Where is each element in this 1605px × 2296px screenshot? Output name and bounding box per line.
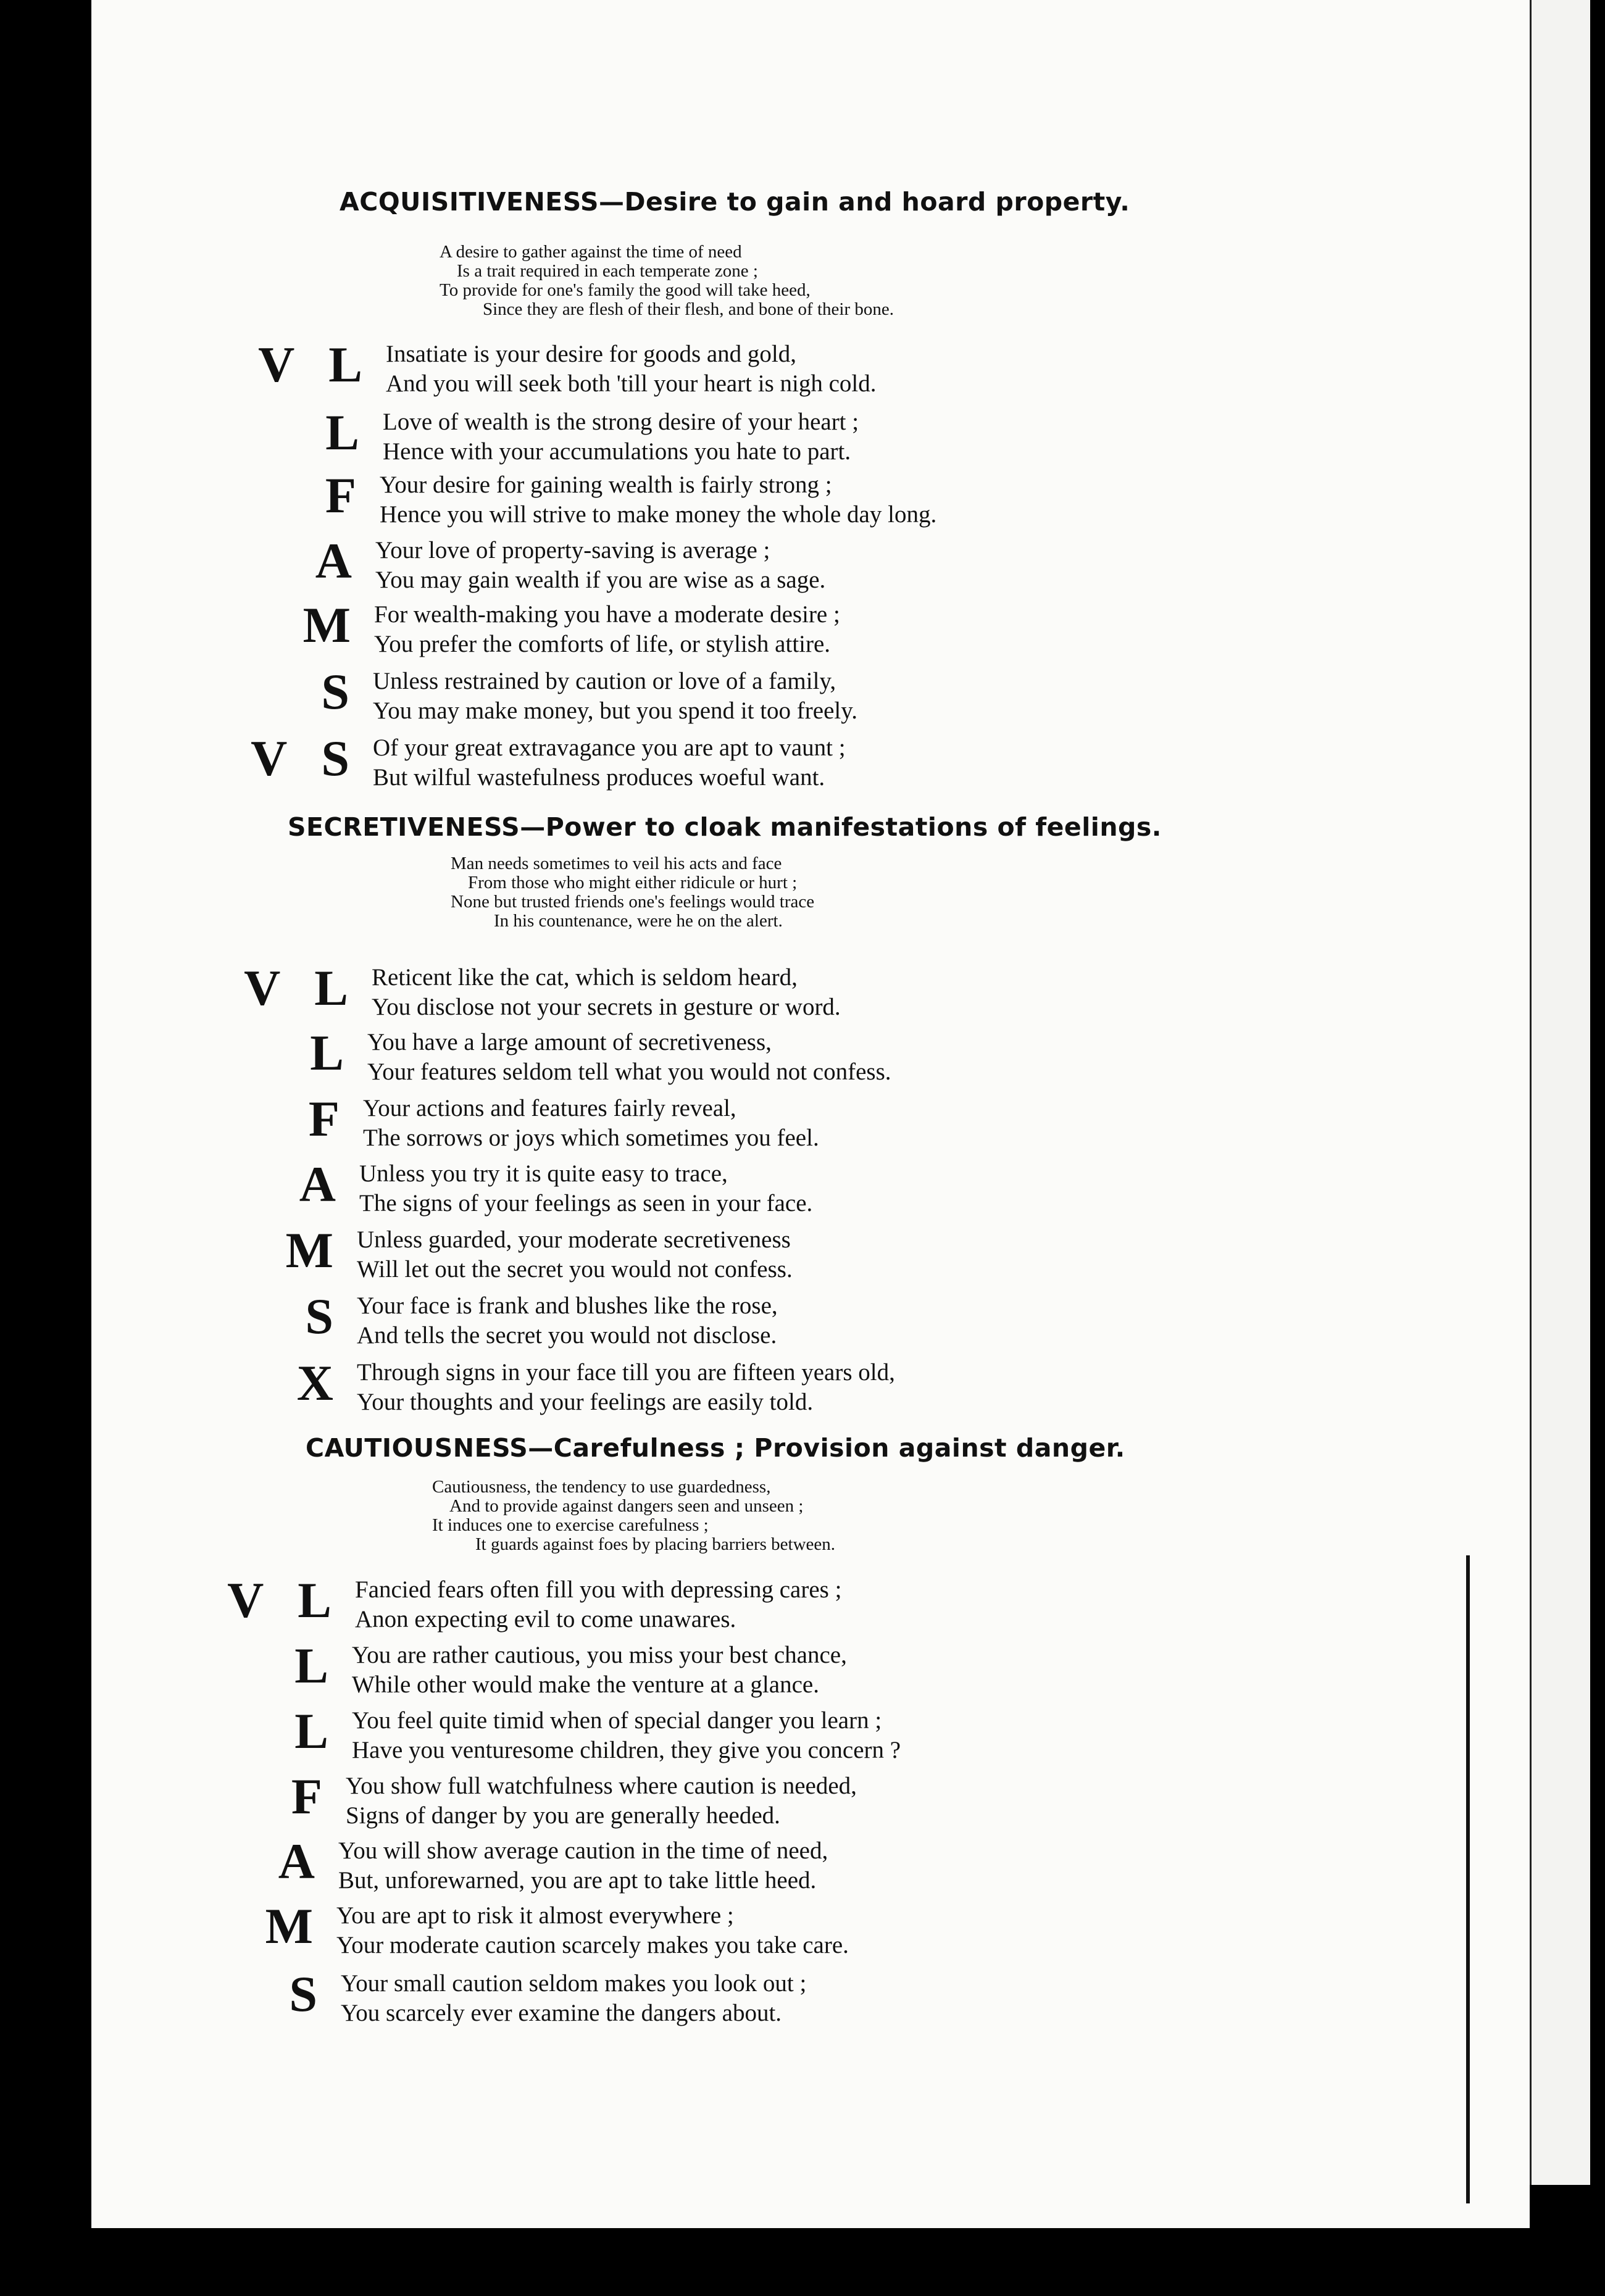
- rating-entry: [289, 1966, 807, 2033]
- entry-line: Unless restrained by caution or love of a family,: [373, 668, 836, 694]
- rating-entry: [296, 1355, 895, 1422]
- entry-line: You may make money, but you spend it too freely.: [373, 697, 857, 724]
- rating-entry: [294, 1703, 901, 1770]
- rating-entry: [321, 663, 857, 731]
- entry-line: Your desire for gaining wealth is fairly strong ;: [380, 472, 832, 498]
- rating-marker: V S: [251, 730, 361, 786]
- section-subtitle: —Desire to gain and hoard property.: [599, 187, 1130, 217]
- entry-line: The sorrows or joys which sometimes you feel.: [363, 1125, 819, 1151]
- entry-line: You have a large amount of secretiveness,: [367, 1029, 772, 1055]
- section-heading: CAUTIOUSNESS: [306, 1433, 528, 1463]
- rating-marker: X: [296, 1355, 344, 1411]
- verse-line: It induces one to exercise carefulness ;: [432, 1515, 709, 1535]
- verse-line: In his countenance, were he on the alert.: [494, 911, 783, 931]
- intro-verse: [451, 854, 814, 931]
- entry-line: You will show average caution in the time of need,: [338, 1837, 828, 1864]
- rating-marker: A: [278, 1833, 326, 1889]
- verse-line: From those who might either ridicule or hurt ;: [468, 873, 798, 892]
- rating-entry: [294, 1637, 847, 1705]
- rating-marker: V L: [244, 960, 359, 1016]
- entry-line: For wealth-making you have a moderate desire ;: [374, 601, 840, 628]
- entry-line: Insatiate is your desire for goods and gold,: [386, 341, 797, 367]
- verse-line: To provide for one's family the good will take heed,: [440, 280, 811, 300]
- rating-entry: [244, 960, 841, 1027]
- rating-marker: A: [299, 1156, 347, 1212]
- entry-line: Your small caution seldom makes you look out ;: [341, 1970, 807, 1997]
- rating-marker: L: [310, 1025, 355, 1081]
- rating-marker: F: [291, 1768, 333, 1824]
- rating-marker: M: [285, 1222, 344, 1278]
- rating-marker: V L: [258, 336, 373, 393]
- rating-marker: S: [289, 1966, 328, 2022]
- rating-entry: [315, 533, 826, 600]
- rating-marker: V L: [227, 1572, 343, 1628]
- entry-line: Unless guarded, your moderate secretiveness: [357, 1226, 791, 1253]
- rating-marker: F: [325, 467, 367, 523]
- entry-line: Unless you try it is quite easy to trace,: [359, 1160, 728, 1187]
- entry-line: Your thoughts and your feelings are easily told.: [357, 1389, 814, 1415]
- entry-line: Through signs in your face till you are fifteen years old,: [357, 1359, 895, 1386]
- rating-entry: [291, 1768, 857, 1836]
- intro-verse: [432, 1478, 835, 1554]
- entry-line: Your features seldom tell what you would not confess.: [367, 1059, 891, 1085]
- entry-line: You are rather cautious, you miss your best chance,: [352, 1642, 847, 1668]
- verse-line: Cautiousness, the tendency to use guardedness,: [432, 1477, 771, 1497]
- rating-entry: [299, 1156, 813, 1223]
- rating-marker: F: [308, 1091, 351, 1147]
- rating-marker: A: [315, 533, 363, 589]
- verse-line: Since they are flesh of their flesh, and bone of their bone.: [483, 299, 894, 319]
- rating-entry: [302, 597, 840, 664]
- rating-entry: [227, 1572, 842, 1639]
- rating-entry: [325, 467, 937, 534]
- entry-line: Your actions and features fairly reveal,: [363, 1095, 736, 1121]
- entry-line: Hence with your accumulations you hate to part.: [383, 438, 851, 465]
- rating-marker: L: [294, 1703, 340, 1759]
- rating-entry: [310, 1025, 891, 1092]
- entry-line: You show full watchfulness where caution is needed,: [346, 1773, 857, 1799]
- section-title: [340, 187, 1130, 217]
- entry-line: Your love of property-saving is average ;: [375, 537, 770, 564]
- verse-line: Man needs sometimes to veil his acts and face: [451, 854, 782, 873]
- entry-line: Your moderate caution scarcely makes you take care.: [336, 1932, 849, 1958]
- rating-entry: [285, 1222, 793, 1289]
- entry-line: Have you venturesome children, they give you concern ?: [352, 1737, 901, 1763]
- next-page-edge: [1530, 0, 1590, 2185]
- entry-line: Your face is frank and blushes like the rose,: [357, 1292, 778, 1319]
- rating-entry: [265, 1898, 849, 1965]
- page-fold-shadow: [1466, 1555, 1470, 2203]
- entry-line: But, unforewarned, you are apt to take little heed.: [338, 1867, 817, 1894]
- entry-line: Signs of danger by you are generally heeded.: [346, 1802, 780, 1829]
- entry-line: Hence you will strive to make money the whole day long.: [380, 501, 937, 528]
- entry-line: You are apt to risk it almost everywhere ;: [336, 1902, 734, 1929]
- rating-entry: [308, 1091, 819, 1158]
- entry-line: Of your great extravagance you are apt to vaunt ;: [373, 734, 846, 761]
- entry-line: But wilful wastefulness produces woeful want.: [373, 764, 825, 791]
- verse-line: And to provide against dangers seen and unseen ;: [449, 1496, 804, 1516]
- entry-line: Reticent like the cat, which is seldom heard,: [372, 964, 798, 991]
- rating-marker: S: [321, 663, 361, 720]
- entry-line: You scarcely ever examine the dangers about.: [341, 2000, 782, 2026]
- entry-line: The signs of your feelings as seen in your face.: [359, 1190, 813, 1217]
- intro-verse: [440, 243, 894, 319]
- rating-entry: [258, 336, 877, 404]
- section-heading: SECRETIVENESS: [288, 812, 520, 842]
- verse-line: It guards against foes by placing barriers between.: [475, 1534, 836, 1554]
- rating-marker: L: [325, 404, 370, 460]
- rating-marker: M: [265, 1898, 324, 1954]
- rating-entry: [251, 730, 846, 797]
- rating-entry: [278, 1833, 828, 1900]
- section-title: [288, 812, 1162, 842]
- entry-line: While other would make the venture at a glance.: [352, 1671, 819, 1698]
- entry-line: You disclose not your secrets in gesture or word.: [372, 994, 841, 1020]
- section-heading: ACQUISITIVENESS: [340, 187, 599, 217]
- rating-marker: S: [305, 1288, 344, 1344]
- entry-line: And you will seek both 'till your heart is nigh cold.: [386, 370, 877, 397]
- section-title: [306, 1433, 1125, 1463]
- verse-line: None but trusted friends one's feelings would trace: [451, 892, 815, 912]
- entry-line: Anon expecting evil to come unawares.: [355, 1606, 736, 1633]
- entry-line: Fancied fears often fill you with depressing cares ;: [355, 1576, 842, 1603]
- verse-line: A desire to gather against the time of need: [440, 242, 742, 262]
- section-subtitle: —Carefulness ; Provision against danger.: [528, 1433, 1125, 1463]
- rating-entry: [325, 404, 859, 472]
- entry-line: Love of wealth is the strong desire of your heart ;: [383, 409, 859, 435]
- entry-line: You may gain wealth if you are wise as a sage.: [375, 567, 826, 593]
- entry-line: And tells the secret you would not disclose.: [357, 1322, 777, 1349]
- rating-marker: L: [294, 1637, 340, 1694]
- entry-line: You feel quite timid when of special danger you learn ;: [352, 1707, 882, 1734]
- entry-line: Will let out the secret you would not confess.: [357, 1256, 793, 1283]
- rating-entry: [305, 1288, 778, 1355]
- verse-line: Is a trait required in each temperate zone ;: [457, 261, 758, 281]
- rating-marker: M: [302, 597, 362, 653]
- section-subtitle: —Power to cloak manifestations of feelings.: [520, 812, 1162, 842]
- entry-line: You prefer the comforts of life, or stylish attire.: [374, 631, 831, 657]
